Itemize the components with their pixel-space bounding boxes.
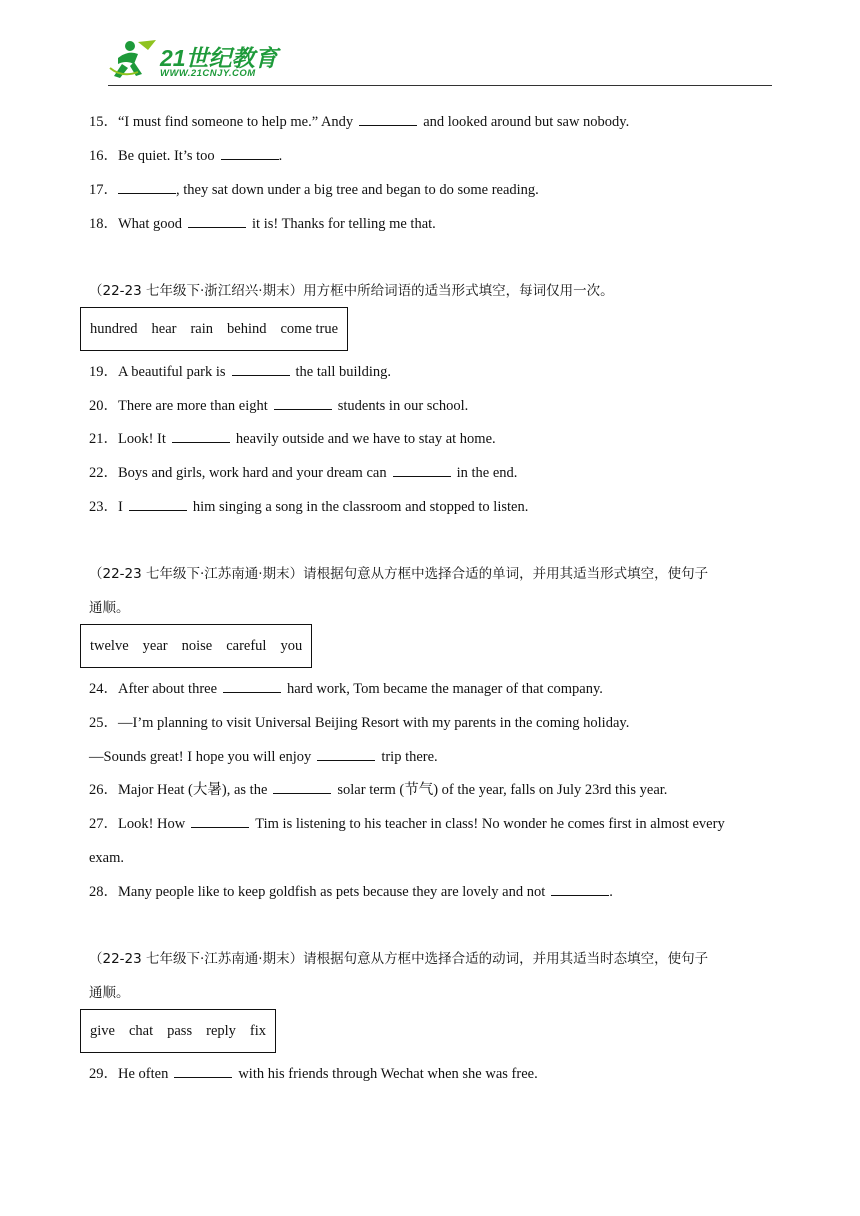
question-text: What good (118, 216, 183, 232)
section-instruction: （22-23 七年级下·江苏南通·期末）请根据句意从方框中选择合适的动词，并用其适当时态填空，使句子 (89, 951, 709, 967)
question-15 (89, 113, 629, 131)
word-option: pass (167, 1022, 193, 1039)
question-text: He often (118, 1066, 169, 1082)
question-number: 24． (89, 681, 118, 697)
word-option: behind (227, 320, 267, 337)
question-number: 22． (89, 465, 118, 481)
word-box (80, 307, 348, 351)
question-26 (89, 781, 667, 799)
answer-blank[interactable] (359, 113, 417, 126)
question-17 (89, 181, 539, 199)
question-text: A beautiful park is (118, 364, 226, 380)
word-option: give (90, 1022, 115, 1039)
header-divider (108, 85, 772, 86)
answer-blank[interactable] (274, 397, 332, 410)
question-number: 29． (89, 1066, 118, 1082)
question-number: 23． (89, 499, 118, 515)
question-number: 26． (89, 782, 118, 798)
section-instruction-continued: 通顺。 (89, 600, 130, 616)
question-text: . (278, 148, 283, 164)
section-instruction-continued: 通顺。 (89, 985, 130, 1001)
question-20 (89, 397, 468, 415)
question-number: 20． (89, 398, 118, 414)
question-text: with his friends through Wechat when she was free. (238, 1066, 538, 1082)
question-text: Look! How (118, 816, 186, 832)
logo-text: 21世纪教育 (160, 45, 278, 71)
question-number: 18． (89, 216, 118, 232)
question-number: 16． (89, 148, 118, 164)
question-number: 19． (89, 364, 118, 380)
question-text: solar term (节气) of the year, falls on July 23rd this year. (337, 782, 668, 798)
word-option: fix (249, 1022, 267, 1039)
question-number: 17． (89, 182, 118, 198)
question-text: Tim is listening to his teacher in class! No wonder he comes first in almost every (255, 816, 725, 832)
answer-blank[interactable] (191, 815, 249, 828)
logo-url: WWW.21CNJY.COM (160, 68, 256, 79)
question-text: “I must find someone to help me.” Andy (118, 114, 354, 130)
answer-blank[interactable] (172, 430, 230, 443)
word-option: careful (226, 637, 267, 654)
question-text: . (609, 884, 613, 900)
answer-blank[interactable] (223, 680, 281, 693)
question-text: —Sounds great! I hope you will enjoy (89, 749, 312, 765)
question-23 (89, 498, 528, 516)
question-27 (89, 815, 725, 833)
word-option: hear (151, 320, 177, 337)
answer-blank[interactable] (118, 181, 176, 194)
question-21 (89, 430, 496, 448)
section-instruction: （22-23 七年级下·浙江绍兴·期末）用方框中所给词语的适当形式填空，每词仅用一次。 (89, 283, 614, 299)
question-text: it is! Thanks for telling me that. (252, 216, 436, 232)
question-text: trip there. (381, 749, 438, 765)
question-number: 15． (89, 114, 118, 130)
question-number: 21． (89, 431, 118, 447)
question-25: 25．—I’m planning to visit Universal Beijing Resort with my parents in the coming holiday. (89, 715, 630, 731)
question-16 (89, 147, 282, 165)
word-option: you (280, 637, 303, 654)
word-option: twelve (90, 637, 129, 654)
word-box (80, 1009, 276, 1053)
answer-blank[interactable] (273, 781, 331, 794)
answer-blank[interactable] (232, 363, 290, 376)
answer-blank[interactable] (174, 1065, 232, 1078)
word-option: noise (181, 637, 213, 654)
question-number: 27． (89, 816, 118, 832)
question-19 (89, 363, 391, 381)
runner-logo-icon (108, 38, 162, 82)
question-text: After about three (118, 681, 218, 697)
logo (108, 38, 278, 86)
question-text: Boys and girls, work hard and your dream can (118, 465, 387, 481)
question-text: Major Heat (大暑), as the (118, 782, 268, 798)
question-text: the tall building. (295, 364, 391, 380)
question-25-reply (89, 748, 438, 766)
word-box (80, 624, 312, 668)
question-text: I (118, 499, 123, 515)
question-27-continued: exam. (89, 850, 125, 866)
answer-blank[interactable] (188, 215, 246, 228)
question-29 (89, 1065, 538, 1083)
question-text: hard work, Tom became the manager of that company. (287, 681, 603, 697)
question-22 (89, 464, 517, 482)
answer-blank[interactable] (393, 464, 451, 477)
question-number: 28． (89, 884, 118, 900)
section-instruction: （22-23 七年级下·江苏南通·期末）请根据句意从方框中选择合适的单词，并用其适当形式填空，使句子 (89, 566, 709, 582)
question-text: Many people like to keep goldfish as pets because they are lovely and not (118, 884, 546, 900)
question-text: him singing a song in the classroom and stopped to listen. (192, 499, 529, 515)
answer-blank[interactable] (221, 147, 279, 160)
question-text: Look! It (118, 431, 166, 447)
page-header (108, 38, 772, 88)
question-text: heavily outside and we have to stay at home. (235, 431, 496, 447)
question-text: students in our school. (337, 398, 469, 414)
word-option: come true (280, 320, 339, 337)
answer-blank[interactable] (129, 498, 187, 511)
answer-blank[interactable] (317, 748, 375, 761)
question-24 (89, 680, 603, 698)
answer-blank[interactable] (551, 883, 609, 896)
word-option: reply (206, 1022, 236, 1039)
question-28 (89, 883, 613, 901)
question-text: , they sat down under a big tree and began to do some reading. (176, 182, 539, 198)
word-option: chat (128, 1022, 154, 1039)
question-text: in the end. (456, 465, 518, 481)
question-text: There are more than eight (118, 398, 268, 414)
question-text: Be quiet. It’s too (118, 148, 215, 164)
word-option: year (142, 637, 168, 654)
question-text: and looked around but saw nobody. (423, 114, 630, 130)
question-18 (89, 215, 436, 233)
word-option: hundred (90, 320, 138, 337)
word-option: rain (190, 320, 214, 337)
